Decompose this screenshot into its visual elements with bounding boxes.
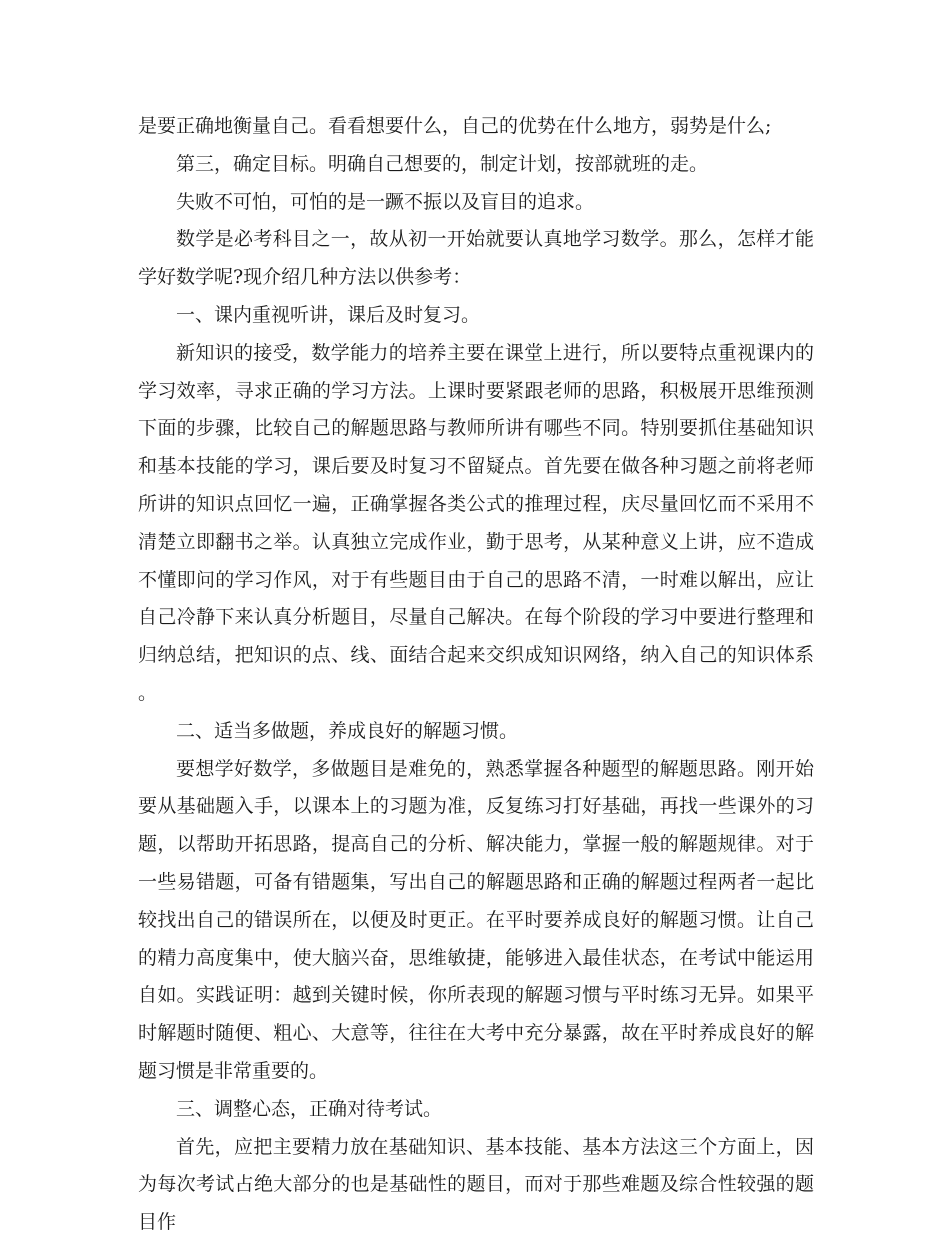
section-heading-2: 二、适当多做题，养成良好的解题习惯。 (176, 719, 519, 742)
section-heading-3: 三、调整心态，正确对待考试。 (176, 1097, 443, 1120)
document-body (138, 108, 814, 1242)
paragraph-6: 要想学好数学，多做题目是难免的，熟悉掌握各种题型的解题思路。刚开始要从基础题入手，以课本上的习题为准，反复练习打好基础，再找一些课外的习题，以帮助开拓思路，提高自己的分析、解决能力，掌握一般的解题规律。对于一些易错题，可备有错题集，写出自己的解题思路和正确的解题过程两者一起比较找出自己的错误所在，以便及时更正。在平时要养成良好的解题习惯。让自己的精力高度集中，使大脑兴奋，思维敏捷，能够进入最佳状态，在考试中能运用自如。实践证明：越到关键时候，你所表现的解题习惯与平时练习无异。如果平时解题时随便、粗心、大意等，往往在大考中充分暴露，故在平时养成良好的解题习惯是非常重要的。 (138, 757, 814, 1082)
paragraph-1: 是要正确地衡量自己。看看想要什么，自己的优势在什么地方，弱势是什么; (138, 115, 772, 137)
paragraph-7: 首先，应把主要精力放在基础知识、基本技能、基本方法这三个方面上，因为每次考试占绝大部分的也是基础性的题目，而对于那些难题及综合性较强的题目作 (138, 1135, 814, 1234)
section-heading-1: 一、课内重视听讲，课后及时复习。 (176, 303, 481, 326)
paragraph-4: 数学是必考科目之一，故从初一开始就要认真地学习数学。那么，怎样才能学好数学呢?现介绍几种方法以供参考： (138, 228, 814, 289)
paragraph-5: 新知识的接受，数学能力的培养主要在课堂上进行，所以要特点重视课内的学习效率，寻求正确的学习方法。上课时要紧跟老师的思路，积极展开思维预测下面的步骤，比较自己的解题思路与教师所讲有哪些不同。特别要抓住基础知识和基本技能的学习，课后要及时复习不留疑点。首先要在做各种习题之前将老师所讲的知识点回忆一遍，正确掌握各类公式的推理过程，庆尽量回忆而不采用不清楚立即翻书之举。认真独立完成作业，勤于思考，从某种意义上讲，应不造成不懂即问的学习作风，对于有些题目由于自己的思路不清，一时难以解出，应让自己冷静下来认真分析题目，尽量自己解决。在每个阶段的学习中要进行整理和归纳总结，把知识的点、线、面结合起来交织成知识网络，纳入自己的知识体系。 (138, 341, 814, 704)
paragraph-3: 失败不可怕，可怕的是一蹶不振以及盲目的追求。 (176, 190, 595, 213)
paragraph-2: 第三，确定目标。明确自己想要的，制定计划，按部就班的走。 (176, 152, 709, 175)
